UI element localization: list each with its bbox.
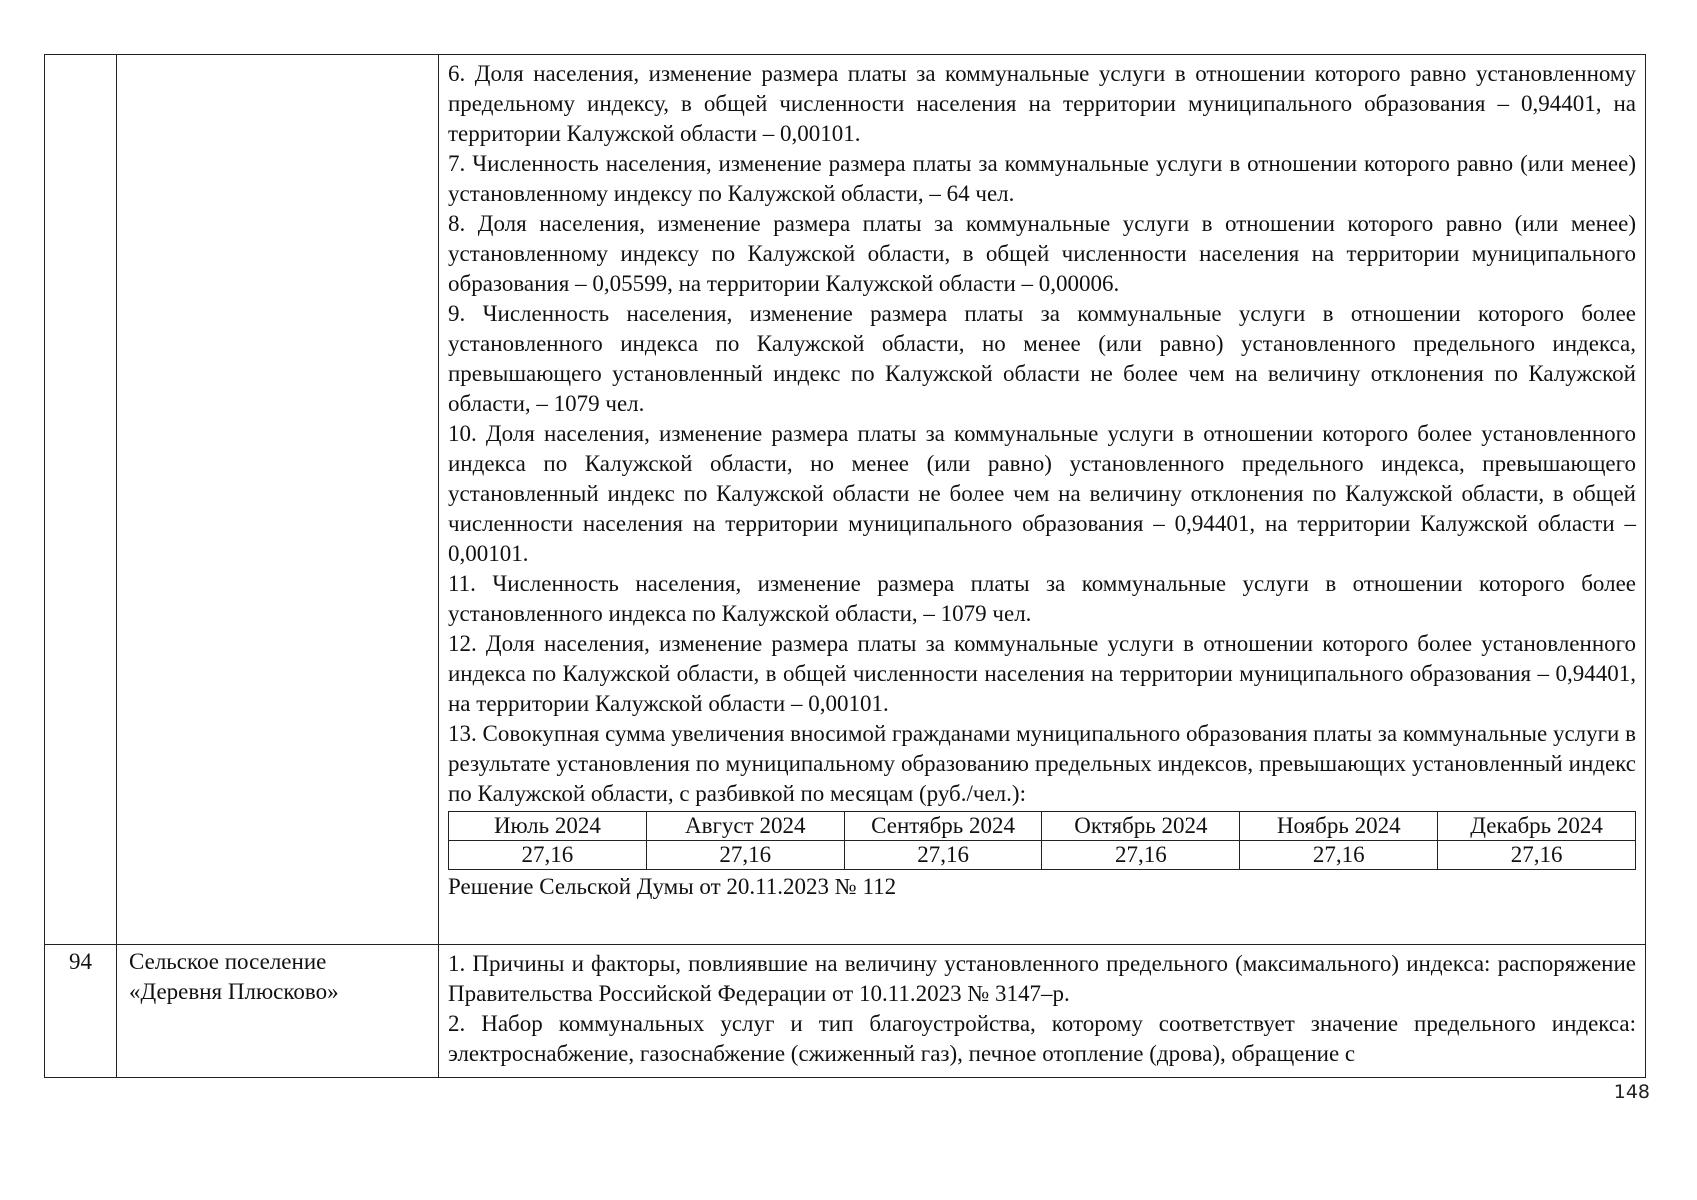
month-header: Ноябрь 2024 bbox=[1240, 812, 1438, 841]
settlement-name: «Деревня Плюсково» bbox=[129, 979, 339, 1004]
month-value: 27,16 bbox=[1438, 841, 1636, 870]
month-header: Октябрь 2024 bbox=[1042, 812, 1240, 841]
month-header: Июль 2024 bbox=[449, 812, 647, 841]
month-value: 27,16 bbox=[646, 841, 844, 870]
paragraph-1: 1. Причины и факторы, повлиявшие на величину установленного предельного (максимального) индекса: распоряжение Правительства Российской Федерации от 10.11.2023 № 3147–р. bbox=[448, 951, 1636, 1006]
paragraph-11: 11. Численность населения, изменение размера платы за коммунальные услуги в отношении которого более установленного индекса по Калужской области, – 1079 чел. bbox=[448, 571, 1636, 626]
month-value: 27,16 bbox=[449, 841, 647, 870]
table-row bbox=[45, 55, 1646, 945]
month-header: Декабрь 2024 bbox=[1438, 812, 1636, 841]
month-header: Август 2024 bbox=[646, 812, 844, 841]
page-number: 148 bbox=[1613, 1081, 1650, 1103]
row-content-cell bbox=[439, 55, 1646, 945]
paragraph-10: 10. Доля населения, изменение размера платы за коммунальные услуги в отношении которого более установленного индекса по Калужской области, но менее (или равно) установленного предельного индекса, превышающего установленный индекс по Калужской области не более чем на величину отклонения по Калужской области, в общей численности населения на территории муниципального образования – 0,94401, на территории Калужской области – 0,00101. bbox=[448, 421, 1636, 566]
decision-reference: Решение Сельской Думы от 20.11.2023 № 112 bbox=[448, 874, 897, 899]
paragraph-9: 9. Численность населения, изменение размера платы за коммунальные услуги в отношении которого более установленного индекса по Калужской области, но менее (или равно) установленного предельного индекса, превышающего установленный индекс по Калужской области не более чем на величину отклонения по Калужской области, – 1079 чел. bbox=[448, 301, 1636, 416]
row-content-cell bbox=[439, 945, 1646, 1078]
month-header: Сентябрь 2024 bbox=[844, 812, 1042, 841]
monthly-header-row bbox=[449, 812, 1636, 841]
monthly-value-row bbox=[449, 841, 1636, 870]
row-name-cell bbox=[117, 945, 439, 1078]
month-value: 27,16 bbox=[1240, 841, 1438, 870]
settlement-type: Сельское поселение bbox=[129, 949, 327, 974]
row-name-cell bbox=[117, 55, 439, 945]
paragraph-2: 2. Набор коммунальных услуг и тип благоустройства, которому соответствует значение предельного индекса: электроснабжение, газоснабжение (сжиженный газ), печное отопление (дрова), обращение с bbox=[448, 1011, 1636, 1066]
paragraph-8: 8. Доля населения, изменение размера платы за коммунальные услуги в отношении которого равно (или менее) установленному индексу по Калужской области, в общей численности населения на территории муниципального образования – 0,05599, на территории Калужской области – 0,00006. bbox=[448, 211, 1636, 296]
paragraph-12: 12. Доля населения, изменение размера платы за коммунальные услуги в отношении которого более установленного индекса по Калужской области, в общей численности населения на территории муниципального образования – 0,94401, на территории Калужской области – 0,00101. bbox=[448, 631, 1636, 716]
row-number-cell: 94 bbox=[45, 945, 117, 1078]
month-value: 27,16 bbox=[1042, 841, 1240, 870]
paragraph-6: 6. Доля населения, изменение размера платы за коммунальные услуги в отношении которого равно установленному предельному индексу, в общей численности населения на территории муниципального образования – 0,94401, на территории Калужской области – 0,00101. bbox=[448, 61, 1636, 146]
monthly-amount-table bbox=[448, 811, 1636, 870]
row-number-cell bbox=[45, 55, 117, 945]
paragraph-7: 7. Численность населения, изменение размера платы за коммунальные услуги в отношении которого равно (или менее) установленному индексу по Калужской области, – 64 чел. bbox=[448, 151, 1636, 206]
paragraph-13: 13. Совокупная сумма увеличения вносимой гражданами муниципального образования платы за коммунальные услуги в результате установления по муниципальному образованию предельных индексов, превышающих установленный индекс по Калужской области, с разбивкой по месяцам (руб./чел.): bbox=[448, 721, 1636, 806]
main-table bbox=[44, 54, 1646, 1078]
month-value: 27,16 bbox=[844, 841, 1042, 870]
table-row bbox=[45, 945, 1646, 1078]
